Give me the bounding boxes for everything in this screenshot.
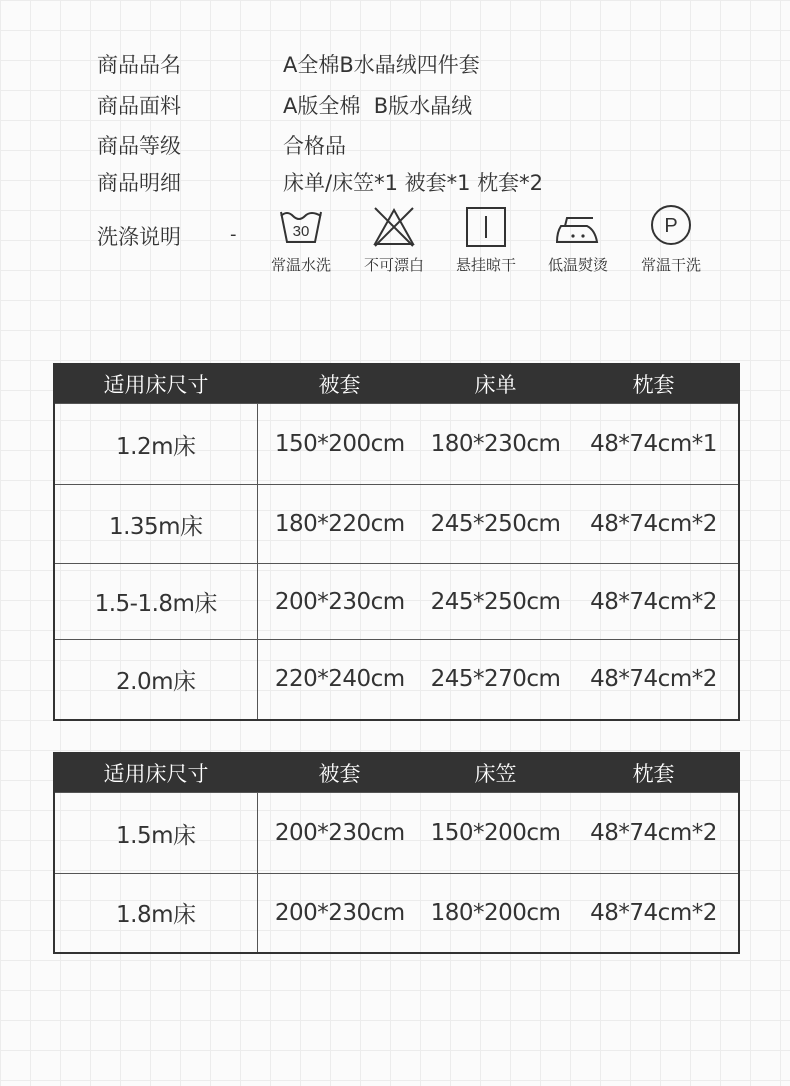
size-table-sheet bbox=[53, 363, 740, 721]
info-label: 商品明细 bbox=[97, 171, 181, 195]
info-value: A全棉B水晶绒四件套 bbox=[283, 53, 480, 77]
table-row bbox=[54, 793, 739, 874]
dry-clean-p-icon bbox=[648, 202, 694, 248]
care-item-hang-dry bbox=[441, 198, 531, 275]
care-item-wash bbox=[256, 198, 346, 275]
table-cell: 48*74cm*2 bbox=[569, 874, 739, 953]
table-cell: 1.5-1.8m床 bbox=[54, 564, 257, 640]
info-value: 合格品 bbox=[283, 134, 346, 158]
wash-30-icon bbox=[278, 206, 324, 248]
table-cell: 180*200cm bbox=[422, 874, 569, 953]
care-item-dry-clean bbox=[626, 198, 716, 275]
care-item-label: 不可漂白 bbox=[363, 256, 424, 274]
table-cell: 220*240cm bbox=[257, 640, 422, 720]
table-row bbox=[54, 564, 739, 640]
table-row bbox=[54, 404, 739, 485]
header-cell: 床单 bbox=[422, 364, 569, 404]
info-label: 商品等级 bbox=[97, 134, 181, 158]
size-table-fitted bbox=[53, 752, 740, 954]
table-cell: 48*74cm*1 bbox=[569, 404, 739, 485]
table-cell: 150*200cm bbox=[422, 793, 569, 874]
table-cell: 2.0m床 bbox=[54, 640, 257, 720]
care-item-label: 低温熨烫 bbox=[547, 256, 608, 274]
table-cell: 1.5m床 bbox=[54, 793, 257, 874]
header-cell: 枕套 bbox=[569, 364, 739, 404]
table-cell: 245*270cm bbox=[422, 640, 569, 720]
table-row bbox=[54, 874, 739, 953]
svg-text:P: P bbox=[664, 215, 678, 237]
info-label: 商品品名 bbox=[97, 53, 181, 77]
low-iron-icon bbox=[553, 206, 603, 248]
table-cell: 180*220cm bbox=[257, 485, 422, 564]
header-cell: 适用床尺寸 bbox=[54, 753, 257, 793]
table-cell: 48*74cm*2 bbox=[569, 564, 739, 640]
table-cell: 200*230cm bbox=[257, 874, 422, 953]
header-cell: 被套 bbox=[257, 364, 422, 404]
table-cell: 180*230cm bbox=[422, 404, 569, 485]
table-row bbox=[54, 485, 739, 564]
no-bleach-icon bbox=[371, 206, 417, 248]
table-cell: 150*200cm bbox=[257, 404, 422, 485]
table-cell: 48*74cm*2 bbox=[569, 485, 739, 564]
header-cell: 床笠 bbox=[422, 753, 569, 793]
table-header-row bbox=[54, 753, 739, 793]
care-dash: - bbox=[230, 224, 237, 245]
svg-text:30: 30 bbox=[292, 223, 310, 240]
table-cell: 200*230cm bbox=[257, 793, 422, 874]
table-cell: 48*74cm*2 bbox=[569, 793, 739, 874]
table-row bbox=[54, 640, 739, 720]
table-cell: 48*74cm*2 bbox=[569, 640, 739, 720]
care-item-low-iron bbox=[533, 198, 623, 275]
care-item-label: 常温干洗 bbox=[640, 256, 701, 274]
header-cell: 被套 bbox=[257, 753, 422, 793]
info-value: 床单/床笠*1 被套*1 枕套*2 bbox=[283, 171, 544, 195]
hang-dry-icon bbox=[463, 206, 509, 248]
care-label: 洗涤说明 bbox=[97, 225, 181, 249]
header-cell: 适用床尺寸 bbox=[54, 364, 257, 404]
table-cell: 200*230cm bbox=[257, 564, 422, 640]
table-cell: 1.8m床 bbox=[54, 874, 257, 953]
table-cell: 245*250cm bbox=[422, 485, 569, 564]
table-cell: 1.35m床 bbox=[54, 485, 257, 564]
header-cell: 枕套 bbox=[569, 753, 739, 793]
table-header-row bbox=[54, 364, 739, 404]
care-item-label: 悬挂晾干 bbox=[455, 256, 516, 274]
info-label: 商品面料 bbox=[97, 94, 181, 118]
table-cell: 245*250cm bbox=[422, 564, 569, 640]
care-item-label: 常温水洗 bbox=[270, 256, 331, 274]
care-item-no-bleach bbox=[349, 198, 439, 275]
info-value: A版全棉 B版水晶绒 bbox=[283, 94, 473, 118]
table-cell: 1.2m床 bbox=[54, 404, 257, 485]
